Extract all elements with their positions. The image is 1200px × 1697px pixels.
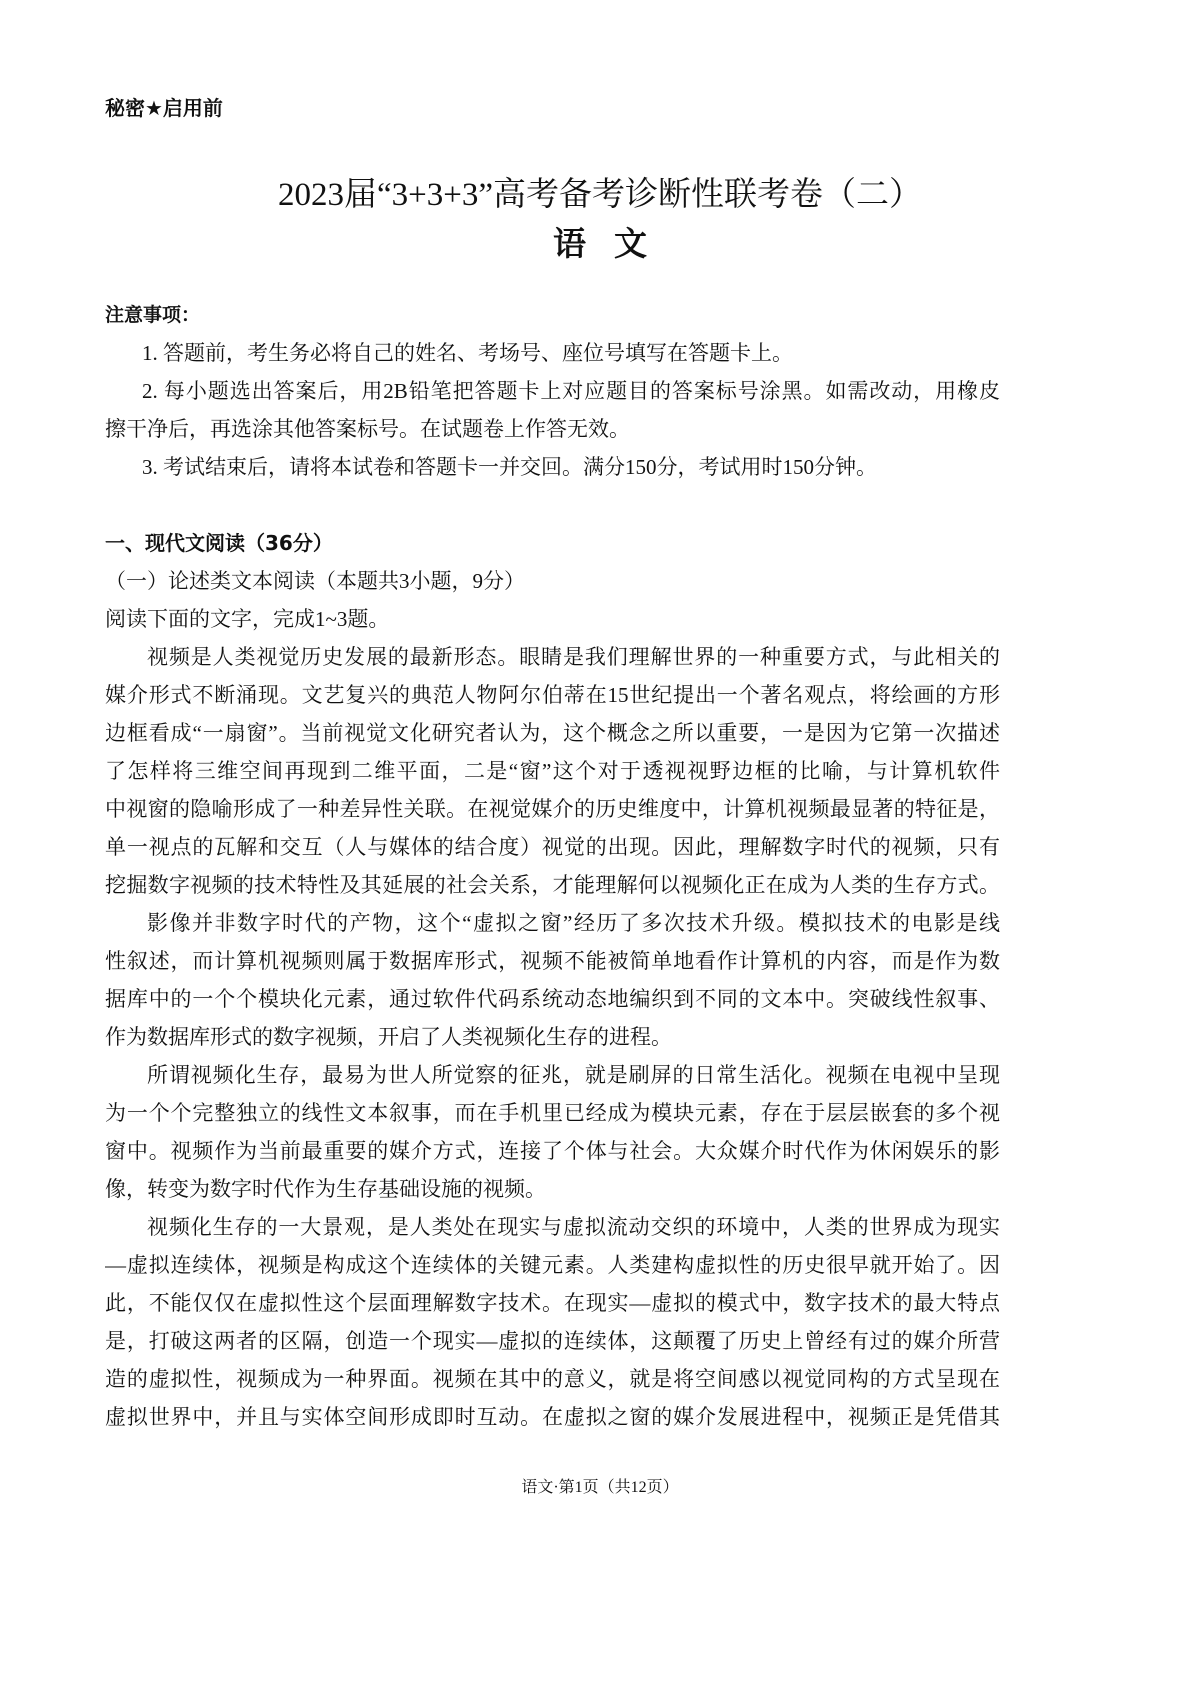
page-content	[105, 296, 1000, 1436]
paragraph	[105, 1208, 1000, 1436]
paragraph-line: 边框看成“一扇窗”。当前视觉文化研究者认为，这个概念之所以重要，一是因为它第一次描述	[105, 721, 1000, 745]
section-subheading: （一）论述类文本阅读（本题共3小题，9分）	[105, 569, 525, 593]
paragraph-line: 所谓视频化生存，最易为世人所觉察的征兆，就是刷屏的日常生活化。视频在电视中呈现	[147, 1063, 1000, 1087]
subject-title: 语文	[553, 227, 675, 263]
paragraph	[105, 638, 1000, 904]
paragraph	[105, 904, 1000, 1056]
paragraph-line: —虚拟连续体，视频是构成这个连续体的关键元素。人类建构虚拟性的历史很早就开始了。因	[105, 1253, 1000, 1277]
reading-passage	[105, 638, 1000, 1436]
paragraph-line: 窗中。视频作为当前最重要的媒介方式，连接了个体与社会。大众媒介时代作为休闲娱乐的影	[105, 1139, 1000, 1163]
paragraph-line: 影像并非数字时代的产物，这个“虚拟之窗”经历了多次技术升级。模拟技术的电影是线	[147, 911, 1000, 935]
paragraph	[105, 1056, 1000, 1208]
paragraph-line: 是，打破这两者的区隔，创造一个现实—虚拟的连续体，这颠覆了历史上曾经有过的媒介所营	[105, 1329, 1000, 1353]
paragraph-line: 作为数据库形式的数字视频，开启了人类视频化生存的进程。	[105, 1025, 672, 1049]
section-heading: 一、现代文阅读（36分）	[105, 531, 333, 555]
paragraph-line: 了怎样将三维空间再现到二维平面，二是“窗”这个对于透视视野边框的比喻，与计算机软件	[105, 759, 1000, 783]
confidential-label: 秘密★启用前	[105, 96, 223, 120]
notes-item-line: 2. 每小题选出答案后，用2B铅笔把答题卡上对应题目的答案标号涂黑。如需改动，用橡皮	[142, 379, 1000, 403]
paragraph-line: 性叙述，而计算机视频则属于数据库形式，视频不能被简单地看作计算机的内容，而是作为数	[105, 949, 1000, 973]
paragraph-line: 视频是人类视觉历史发展的最新形态。眼睛是我们理解世界的一种重要方式，与此相关的	[147, 645, 1000, 669]
paragraph-line: 媒介形式不断涌现。文艺复兴的典范人物阿尔伯蒂在15世纪提出一个著名观点，将绘画的方形	[105, 683, 1000, 707]
paragraph-line: 挖掘数字视频的技术特性及其延展的社会关系，才能理解何以视频化正在成为人类的生存方式。	[105, 873, 1000, 897]
reading-instruction: 阅读下面的文字，完成1~3题。	[105, 607, 390, 631]
paragraph-line: 视频化生存的一大景观，是人类处在现实与虚拟流动交织的环境中，人类的世界成为现实	[147, 1215, 1000, 1239]
paragraph-line: 像，转变为数字时代作为生存基础设施的视频。	[105, 1177, 546, 1201]
paragraph-line: 虚拟世界中，并且与实体空间形成即时互动。在虚拟之窗的媒介发展进程中，视频正是凭借其	[105, 1405, 1000, 1429]
notes-item-line: 擦干净后，再选涂其他答案标号。在试题卷上作答无效。	[105, 417, 630, 441]
notes-heading: 注意事项：	[105, 304, 201, 326]
exam-title: 2023届“3+3+3”高考备考诊断性联考卷（二）	[277, 177, 922, 213]
paragraph-line: 单一视点的瓦解和交互（人与媒体的结合度）视觉的出现。因此，理解数字时代的视频，只有	[105, 835, 1000, 859]
paragraph-line: 据库中的一个个模块化元素，通过软件代码系统动态地编织到不同的文本中。突破线性叙事、	[105, 987, 1000, 1011]
paragraph-line: 为一个个完整独立的线性文本叙事，而在手机里已经成为模块元素，存在于层层嵌套的多个视	[105, 1101, 1000, 1125]
notes-item-line: 1. 答题前，考生务必将自己的姓名、考场号、座位号填写在答题卡上。	[142, 341, 793, 365]
notes-item-line: 3. 考试结束后，请将本试卷和答题卡一并交回。满分150分，考试用时150分钟。	[142, 455, 877, 479]
page-footer: 语文·第1页（共12页）	[521, 1479, 679, 1496]
paragraph-line: 造的虚拟性，视频成为一种界面。视频在其中的意义，就是将空间感以视觉同构的方式呈现在	[105, 1367, 1000, 1391]
paragraph-line: 中视窗的隐喻形成了一种差异性关联。在视觉媒介的历史维度中，计算机视频最显著的特征是，	[105, 797, 1000, 821]
paragraph-line: 此，不能仅仅在虚拟性这个层面理解数字技术。在现实—虚拟的模式中，数字技术的最大特点	[105, 1291, 1000, 1315]
notes-list	[105, 334, 1000, 486]
